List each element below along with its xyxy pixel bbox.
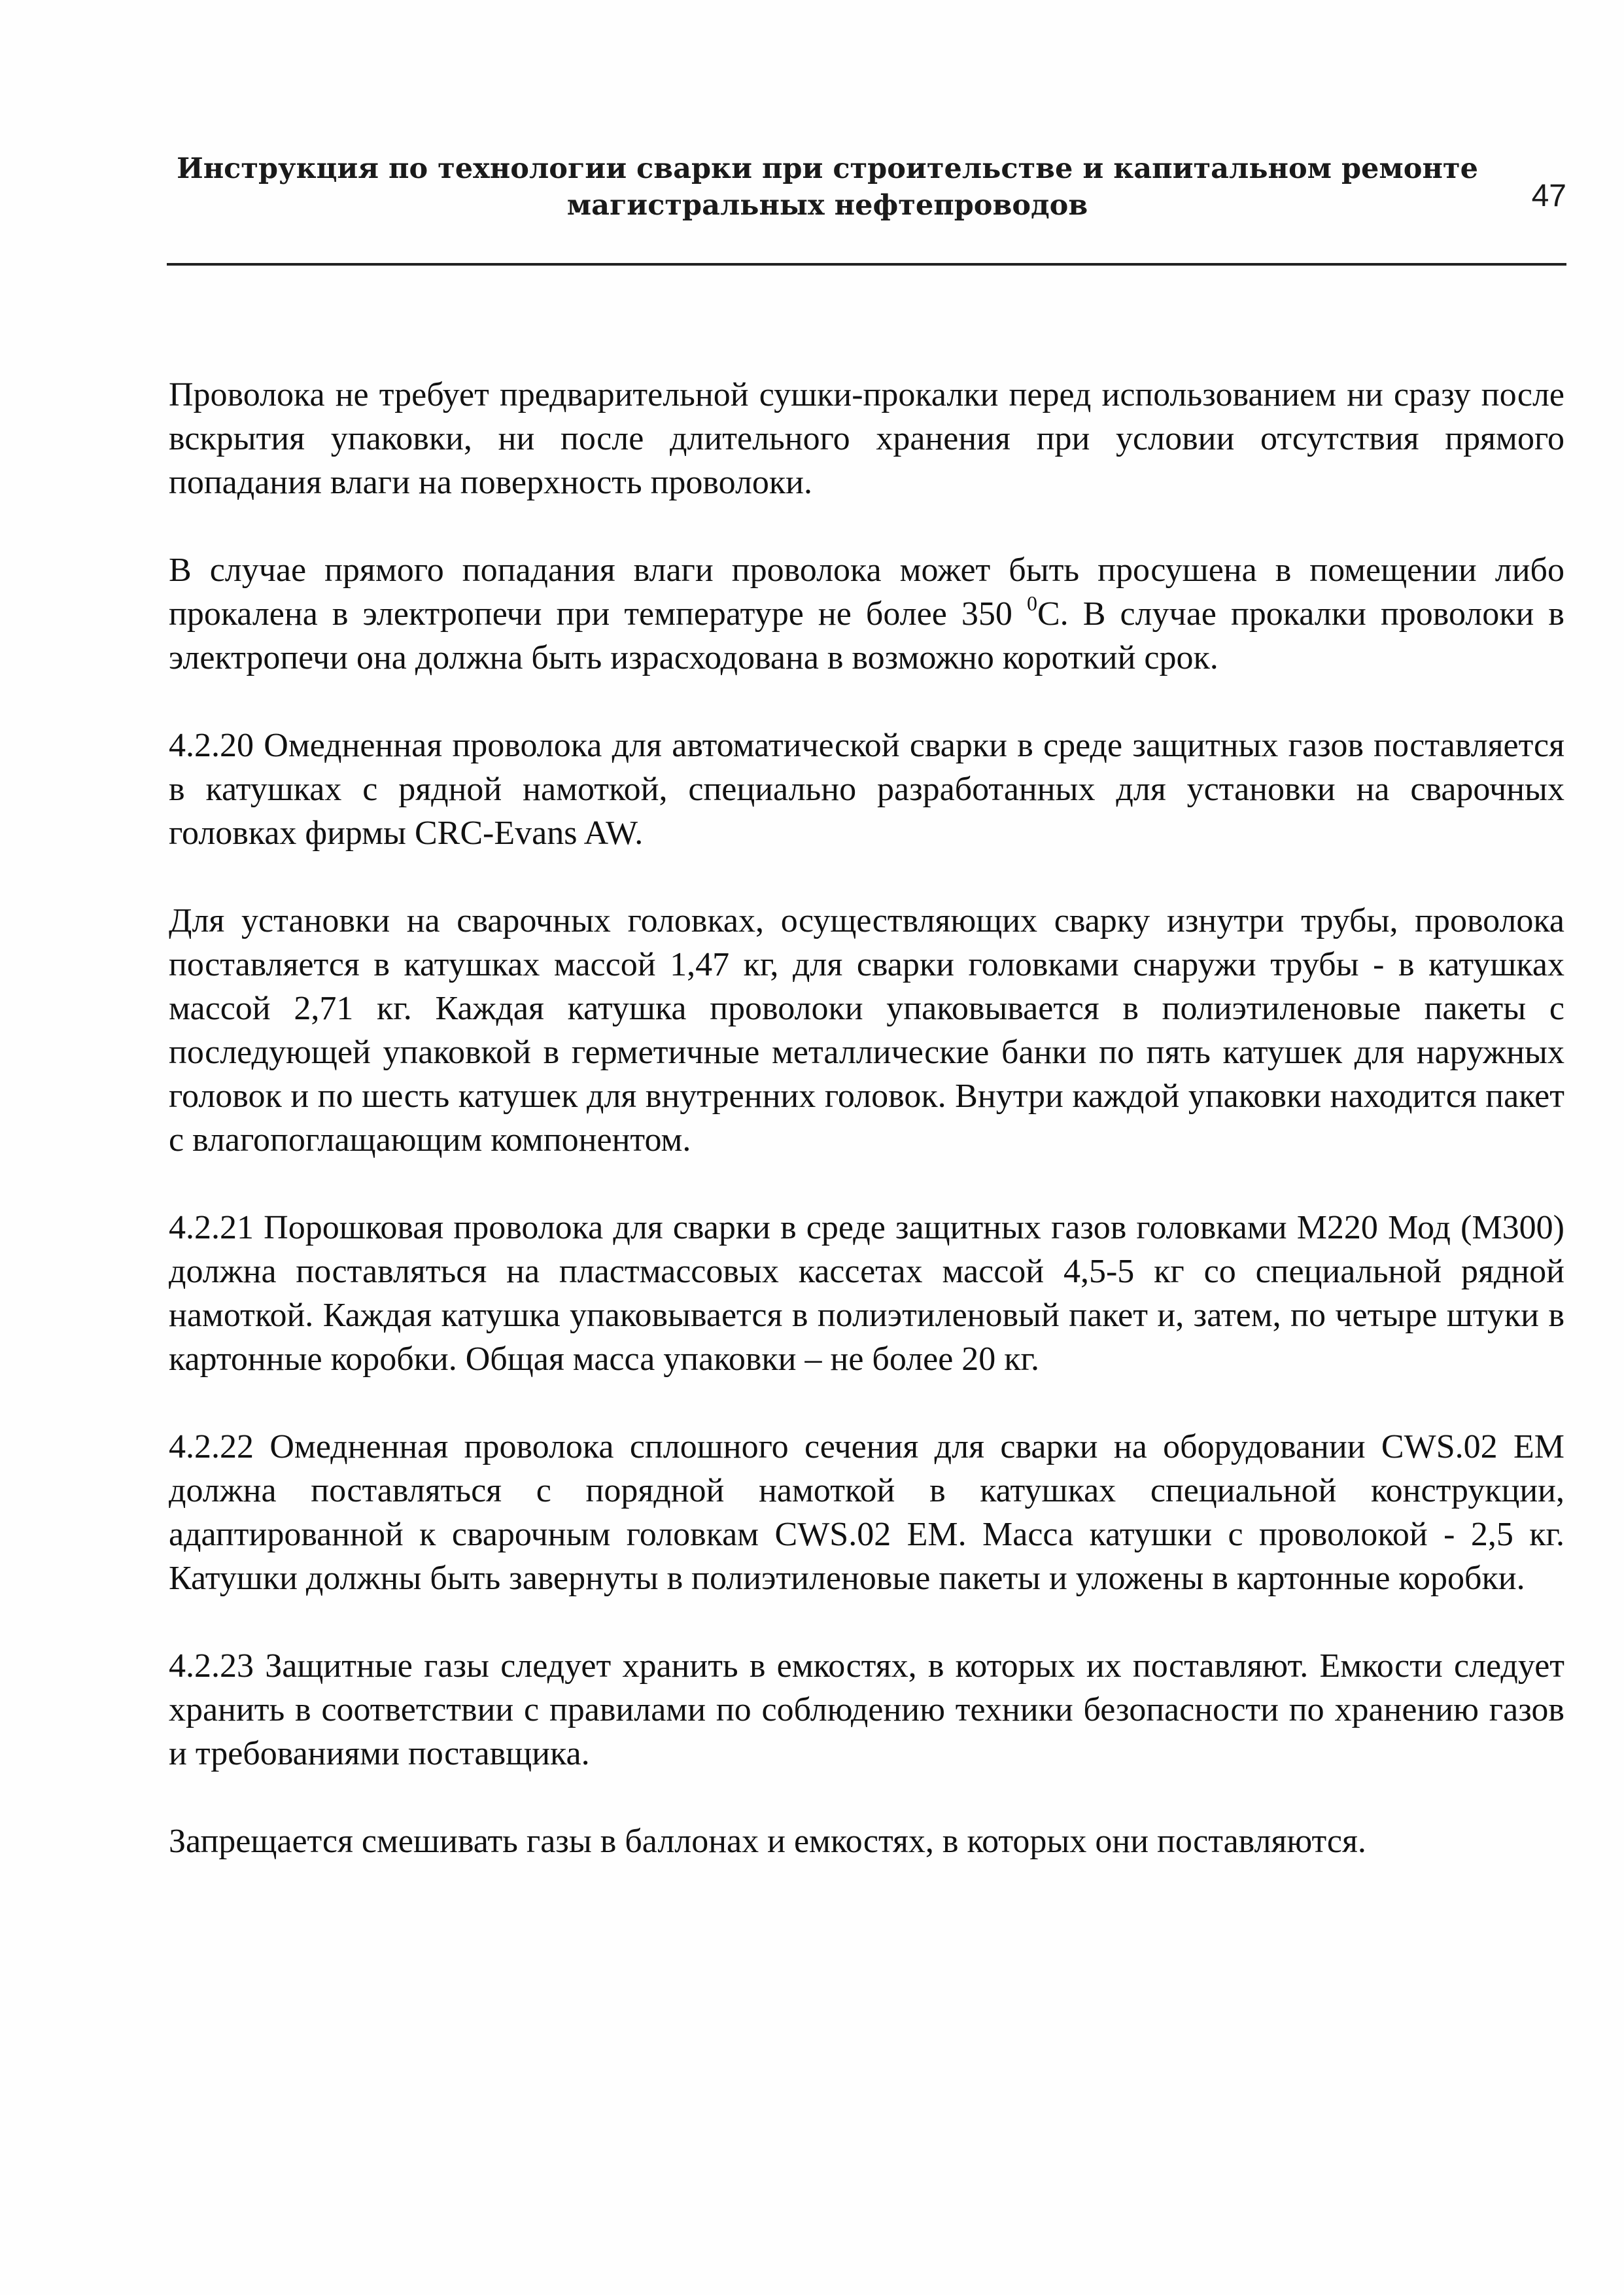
paragraph-4-2-22: 4.2.22 Омедненная проволока сплошного сечения для сварки на оборудовании CWS.02 EM должна поставляться с порядной намоткой в катушках специальной конструкции, адаптированной к сварочным головкам CWS.02 EM. Масса катушки с проволокой - 2,5 кг. Катушки должны быть завернуты в полиэтиленовые пакеты и уложены в картонные коробки. (169, 1428, 1564, 1597)
paragraph-4-2-23: 4.2.23 Защитные газы следует хранить в емкостях, в которых их поставляют. Емкости следует хранить в соответствии с правилами по соблюдению техники безопасности по хранению газов и требованиями поставщика. (169, 1647, 1564, 1772)
document-body (169, 373, 1564, 1863)
header-title-line-2: магистральных нефтепроводов (566, 189, 1088, 222)
paragraph-wire-drying: Проволока не требует предварительной сушки-прокалки перед использованием ни сразу после вскрытия упаковки, ни после длительного хранения при условии отсутствия прямого попадания влаги на поверхность проволоки. (169, 376, 1564, 501)
paragraph-4-2-20: 4.2.20 Омедненная проволока для автоматической сварки в среде защитных газов поставляется в катушках с рядной намоткой, специально разработанных для установки на сварочных головках фирмы CRC-Evans AW. (169, 727, 1564, 852)
paragraph-spool-packaging: Для установки на сварочных головках, осуществляющих сварку изнутри трубы, проволока поставляется в катушках массой 1,47 кг, для сварки головками снаружи трубы - в катушках массой 2,71 кг. Каждая катушка проволоки упаковывается в полиэтиленовые пакеты с последующей упаковкой в герметичные металлические банки по пять катушек для наружных головок и по шесть катушек для внутренних головок. Внутри каждой упаковки находится пакет с влагопоглащающим компонентом. (169, 902, 1564, 1159)
paragraph-4-2-21: 4.2.21 Порошковая проволока для сварки в среде защитных газов головками М220 Мод (М300) должна поставляться на пластмассовых кассетах массой 4,5-5 кг со специальной рядной намоткой. Каждая катушка упаковывается в полиэтиленовый пакет и, затем, по четыре штуки в картонные коробки. Общая масса упаковки – не более 20 кг. (169, 1209, 1564, 1378)
paragraph-moisture-text-end: С. В случае прокалки проволоки в электропечи она должна быть израсходована в возможно короткий срок. (169, 595, 1564, 676)
paragraph-gas-mixing-prohibition: Запрещается смешивать газы в баллонах и емкостях, в которых они поставляются. (169, 1823, 1366, 1860)
header-divider (167, 263, 1566, 266)
header-title-line-1: Инструкция по технологии сварки при строительстве и капитальном ремонте (177, 152, 1478, 185)
degree-superscript: 0 (1026, 591, 1037, 615)
paragraph-moisture-text-start: В случае прямого попадания влаги проволока может быть просушена в помещении либо прокалена в электропечи при температуре не более 350 (169, 552, 1564, 633)
paragraph-moisture-exposure (169, 548, 1564, 680)
page-header (167, 150, 1566, 249)
page-number: 47 (1531, 179, 1566, 213)
header-title (167, 150, 1488, 224)
